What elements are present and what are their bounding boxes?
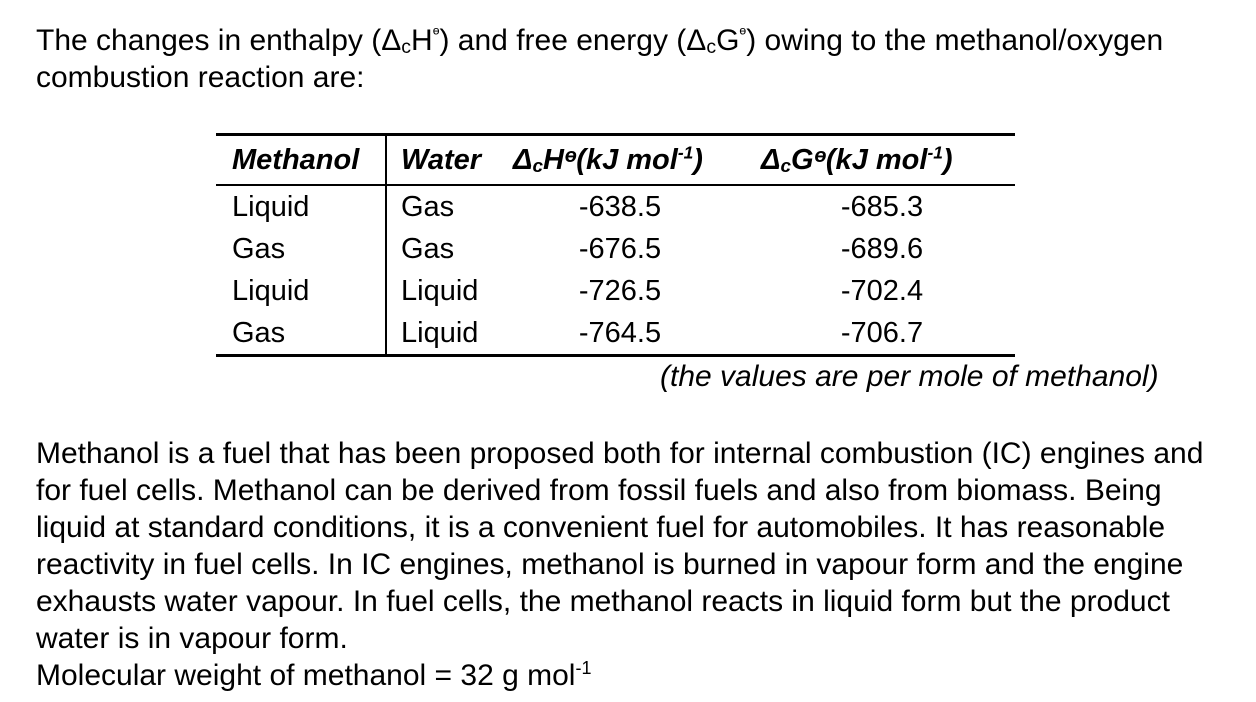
intro-paragraph (36, 22, 1216, 96)
cell-enthalpy: -764.5 (578, 316, 662, 349)
header-text: ) (693, 143, 703, 176)
table-row (216, 228, 1015, 270)
subscript-c: c (706, 35, 717, 58)
cell-enthalpy: -726.5 (578, 274, 662, 307)
combustion-table (216, 133, 1015, 357)
subscript-c: c (401, 35, 412, 58)
header-text: Hᶱ(kJ mol (542, 143, 678, 176)
cell-free-energy: -685.3 (840, 190, 924, 223)
cell-methanol-state: Liquid (216, 185, 386, 228)
standard-state-symbol: ᶱ (432, 23, 440, 43)
intro-text: ) and free energy (Δ (439, 24, 707, 57)
superscript-exponent: -1 (927, 141, 943, 162)
description-text: Methanol is a fuel that has been proposed both for internal combustion (IC) engines and for fuel cells. Methanol can be derived from fossil fuels and also from biomass. Being liquid at standard conditions, it is a convenient fuel for automobiles. It has reasonable reactivity in fuel cells. In IC engines, methanol is burned in vapour form and the engine exhausts water vapour. In fuel cells, the methanol reacts in liquid form but the product water is in vapour form. (36, 437, 1204, 655)
superscript-exponent: -1 (677, 141, 694, 162)
cell-methanol-state: Liquid (216, 270, 386, 312)
delta-symbol: Δ (513, 143, 533, 176)
description-paragraph (36, 435, 1226, 694)
intro-text: The changes in enthalpy (Δ (36, 24, 402, 57)
cell-water-state: Liquid (401, 274, 479, 307)
cell-free-energy: -689.6 (840, 232, 924, 265)
table-header-row (216, 135, 1015, 186)
cell-methanol-state: Gas (216, 228, 386, 270)
superscript-exponent: -1 (575, 658, 592, 678)
cell-enthalpy: -638.5 (578, 190, 662, 223)
cell-water-state: Gas (401, 232, 455, 265)
delta-symbol: Δ (761, 143, 781, 176)
subscript-c: c (780, 154, 791, 176)
cell-free-energy: -702.4 (840, 274, 924, 307)
subscript-c: c (532, 154, 543, 176)
cell-methanol-state: Gas (216, 312, 386, 356)
intro-text: ) owing to the methanol/oxygen combustion reaction are: (36, 24, 1164, 94)
header-methanol: Methanol (216, 135, 386, 186)
intro-text: H (411, 24, 433, 57)
header-text: Gᶱ(kJ mol (790, 143, 928, 176)
header-text: ) (942, 143, 953, 176)
cell-enthalpy: -676.5 (578, 232, 662, 265)
standard-state-symbol: ᶱ (739, 23, 747, 43)
table-row (216, 312, 1015, 356)
molecular-weight-text: Molecular weight of methanol = 32 g mol (36, 659, 576, 692)
header-water: Water (386, 135, 501, 186)
header-enthalpy (501, 135, 749, 186)
cell-free-energy: -706.7 (840, 316, 924, 349)
combustion-table-wrapper (216, 133, 1015, 357)
table-row (216, 185, 1015, 228)
table-row (216, 270, 1015, 312)
cell-water-state: Gas (401, 190, 455, 223)
intro-text: G (716, 24, 740, 57)
header-free-energy (749, 135, 1015, 186)
cell-water-state: Liquid (401, 316, 479, 349)
table-note: (the values are per mole of methanol) (660, 360, 1159, 393)
